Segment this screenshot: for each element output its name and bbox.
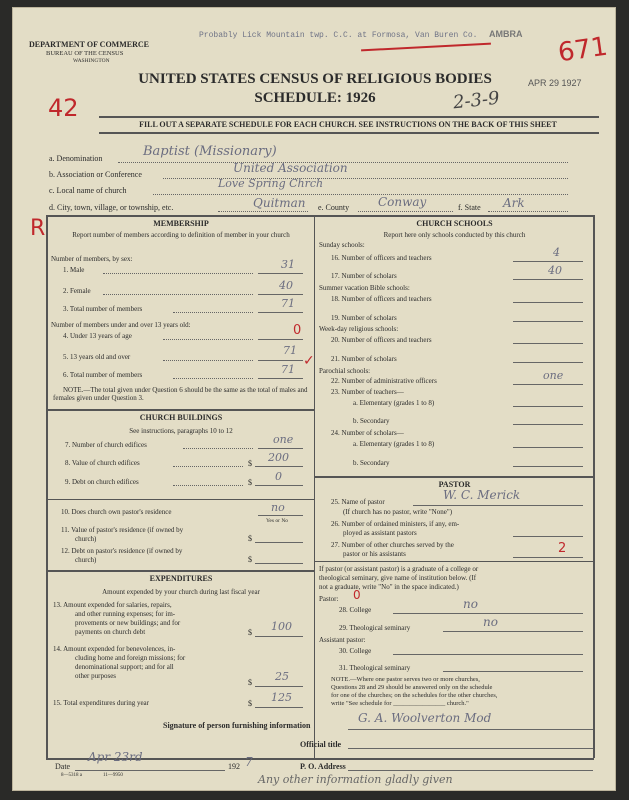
pastor-note-4: write "See schedule for ________________ church."	[331, 700, 469, 707]
signature-value[interactable]: G. A. Woolverton Mod	[358, 711, 492, 725]
po-address-label: P. O. Address	[300, 762, 346, 771]
dollar-sign: $	[248, 699, 252, 708]
debt-edifices-label: 9. Debt on church edifices	[65, 478, 139, 486]
instructions: FILL OUT A SEPARATE SCHEDULE FOR EACH CHURCH. SEE INSTRUCTIONS ON THE BACK OF THIS SHEET	[139, 120, 557, 129]
grad-line-3: not a graduate, write "No" in the space indicated.)	[319, 583, 459, 591]
denomination-label: a. Denomination	[49, 154, 103, 163]
q24a-label: a. Elementary (grades 1 to 8)	[353, 440, 435, 448]
city-name: WASHINGTON	[73, 58, 110, 64]
buildings-title: CHURCH BUILDINGS	[139, 413, 223, 422]
residence-label: 10. Does church own pastor's residence	[61, 508, 172, 516]
pastor-note-2: Questions 28 and 29 should be answered only on the schedule	[331, 684, 493, 691]
ambra-stamp: AMBRA	[489, 29, 523, 39]
year-label: 192	[228, 762, 240, 771]
q24-label: 24. Number of scholars—	[331, 429, 404, 437]
county-value[interactable]: Conway	[378, 195, 427, 209]
by-sex-label: Number of members, by sex:	[51, 255, 133, 263]
q16-label: 16. Number of officers and teachers	[331, 254, 432, 262]
parochial-label: Parochial schools:	[319, 367, 371, 375]
schools-title: CHURCH SCHOOLS	[416, 219, 493, 228]
city-label: d. City, town, village, or township, etc.	[49, 203, 174, 212]
pastor-title: PASTOR	[438, 480, 471, 489]
signature-label: Signature of person furnishing information	[163, 721, 311, 730]
dollar-sign: $	[248, 459, 252, 468]
q14-line-2: cluding home and foreign missions; for	[75, 654, 186, 662]
membership-intro: Report number of members according to definition of member in your church	[72, 231, 290, 239]
q22-label: 22. Number of administrative officers	[331, 377, 437, 385]
q13-line-4: payments on church debt	[75, 628, 146, 636]
q29-label: 29. Theological seminary	[339, 624, 411, 632]
bureau-name: BUREAU OF THE CENSUS	[46, 50, 124, 57]
association-value[interactable]: United Association	[233, 161, 348, 175]
received-stamp: APR 29 1927	[528, 78, 582, 88]
checkmark-icon: ✓	[303, 353, 315, 369]
dept-name: DEPARTMENT OF COMMERCE	[29, 40, 150, 49]
res-value-label-b: church)	[75, 535, 97, 543]
q14-value[interactable]: 25	[275, 670, 289, 683]
q24b-label: b. Secondary	[353, 459, 390, 467]
q18-label: 18. Number of officers and teachers	[331, 295, 432, 303]
edifices-value[interactable]: one	[273, 433, 294, 446]
q27-line-b: pastor or his assistants	[343, 550, 406, 558]
under13-value[interactable]: 0	[293, 323, 302, 338]
female-value[interactable]: 40	[279, 279, 293, 292]
grad-line-2: theological seminary, give name of institution below. (If	[319, 574, 477, 582]
weekday-label: Week-day religious schools:	[319, 325, 399, 333]
q14-line-3: denominational support; and for all	[75, 663, 174, 671]
q25-label: 25. Name of pastor	[331, 498, 385, 506]
dollar-sign: $	[248, 478, 252, 487]
pastor-sub-label: Pastor:	[319, 595, 339, 603]
over13-value[interactable]: 71	[283, 344, 297, 357]
res-debt-label-b: church)	[75, 556, 97, 564]
local-name-value[interactable]: Love Spring Chrch	[218, 177, 324, 190]
q20-label: 20. Number of officers and teachers	[331, 336, 432, 344]
dollar-sign: $	[248, 555, 252, 564]
state-value[interactable]: Ark	[503, 196, 525, 210]
buildings-sub: See instructions, paragraphs 10 to 12	[129, 427, 233, 435]
residence-value[interactable]: no	[271, 501, 285, 514]
q17-value[interactable]: 40	[548, 264, 562, 277]
q29-value[interactable]: no	[483, 615, 498, 629]
female-label: 2. Female	[63, 287, 91, 295]
q13-line-3: provements or new buildings; and for	[75, 619, 181, 627]
schedule-year: SCHEDULE: 1926	[254, 90, 376, 106]
date-value[interactable]: Apr 23rd	[88, 750, 143, 764]
grad-line-1: If pastor (or assistant pastor) is a graduate of a college or	[319, 565, 479, 573]
q23b-label: b. Secondary	[353, 417, 390, 425]
debt-edifices-value[interactable]: 0	[275, 470, 282, 483]
q28-label: 28. College	[339, 606, 372, 614]
q14-line-1: 14. Amount expended for benevolences, in-	[53, 645, 176, 653]
q15-value[interactable]: 125	[271, 691, 292, 704]
pastor-note-3: for one of the churches; on the schedules for the other churches,	[331, 692, 498, 699]
bottom-note: Any other information gladly given	[258, 773, 453, 786]
q23a-label: a. Elementary (grades 1 to 8)	[353, 399, 435, 407]
q26-line-b: ployed as assistant pastors	[343, 529, 417, 537]
total-value-1[interactable]: 71	[281, 297, 295, 310]
q22-value[interactable]: one	[543, 369, 564, 382]
q13-line-2: and other running expenses; for im-	[75, 610, 176, 618]
red-letter-r: R	[30, 216, 46, 241]
male-value[interactable]: 31	[281, 258, 295, 271]
under13-label: 4. Under 13 years of age	[63, 332, 132, 340]
form-code-2: 11—9950	[103, 773, 123, 778]
denomination-value[interactable]: Baptist (Missionary)	[143, 144, 277, 159]
res-debt-label-a: 12. Debt on pastor's residence (if owned by	[61, 547, 183, 555]
yes-no-hint: Yes or No	[266, 518, 289, 524]
age-head: Number of members under and over 13 years old:	[51, 321, 191, 329]
form-title: UNITED STATES CENSUS OF RELIGIOUS BODIES	[138, 71, 492, 87]
date-code: 2-3-9	[452, 87, 501, 114]
q26-line-a: 26. Number of ordained ministers, if any, em-	[331, 520, 460, 528]
expenditures-title: EXPENDITURES	[149, 574, 213, 583]
value-edifices-value[interactable]: 200	[268, 451, 289, 464]
total-label-1: 3. Total number of members	[63, 305, 143, 313]
q21-label: 21. Number of scholars	[331, 355, 397, 363]
city-value[interactable]: Quitman	[253, 196, 306, 210]
asst-pastor-label: Assistant pastor:	[319, 636, 366, 644]
res-value-label-a: 11. Value of pastor's residence (if owned by	[61, 526, 184, 534]
membership-title: MEMBERSHIP	[153, 219, 209, 228]
local-name-label: c. Local name of church	[49, 186, 127, 195]
male-label: 1. Male	[63, 266, 85, 274]
year-value[interactable]: 7	[245, 755, 253, 769]
census-schedule-sheet	[12, 7, 616, 791]
q30-label: 30. College	[339, 647, 372, 655]
sunday-label: Sunday schools:	[319, 241, 365, 249]
date-label: Date	[55, 762, 71, 771]
total-label-2: 6. Total number of members	[63, 371, 143, 379]
official-title-label: Official title	[300, 740, 342, 749]
q27-value[interactable]: 2	[558, 541, 567, 556]
q15-label: 15. Total expenditures during year	[53, 699, 149, 707]
state-label: f. State	[458, 203, 481, 212]
q27-line-a: 27. Number of other churches served by the	[331, 541, 454, 549]
q25-value[interactable]: W. C. Merick	[443, 488, 521, 502]
pastor-note-1: NOTE.—Where one pastor serves two or more churches,	[331, 676, 480, 683]
value-edifices-label: 8. Value of church edifices	[65, 459, 140, 467]
q17-label: 17. Number of scholars	[331, 272, 397, 280]
association-label: b. Association or Conference	[49, 170, 142, 179]
red-number-top: 671	[556, 31, 610, 69]
q19-label: 19. Number of scholars	[331, 314, 397, 322]
county-label: e. County	[318, 203, 350, 212]
edifices-label: 7. Number of church edifices	[65, 441, 147, 449]
total-value-2[interactable]: 71	[281, 363, 295, 376]
red-number-left: 42	[48, 94, 79, 122]
vacation-label: Summer vacation Bible schools:	[319, 284, 410, 292]
q28-value[interactable]: no	[463, 597, 478, 611]
expenditures-sub: Amount expended by your church during last fiscal year	[102, 588, 260, 596]
dollar-sign: $	[248, 678, 252, 687]
pastor-grad-value[interactable]: 0	[353, 588, 361, 602]
q13-value[interactable]: 100	[271, 620, 292, 633]
q14-line-4: other purposes	[75, 672, 117, 680]
dollar-sign: $	[248, 628, 252, 637]
over13-label: 5. 13 years old and over	[63, 353, 131, 361]
dollar-sign: $	[248, 534, 252, 543]
typed-note: Probably Lick Mountain twp. C.C. at Formosa, Van Buren Co.	[199, 31, 478, 40]
red-strike	[361, 43, 491, 52]
q23-label: 23. Number of teachers—	[331, 388, 404, 396]
q31-label: 31. Theological seminary	[339, 664, 411, 672]
form-code-1: 8—5318 a	[61, 773, 82, 778]
membership-note: NOTE.—The total given under Question 6 should be the same as the total of males and females given under Question 3.	[53, 386, 308, 402]
q13-line-1: 13. Amount expended for salaries, repairs,	[53, 601, 172, 609]
schools-intro: Report here only schools conducted by this church	[383, 231, 526, 239]
q16-value[interactable]: 4	[553, 246, 560, 259]
q25-sub: (If church has no pastor, write "None")	[343, 508, 453, 516]
